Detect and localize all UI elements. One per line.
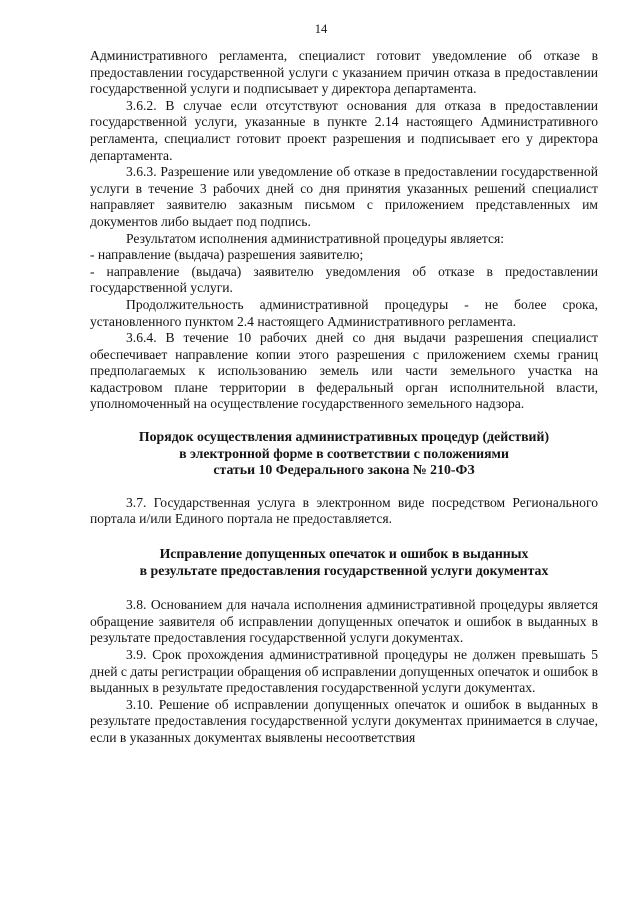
paragraph-3-7: 3.7. Государственная услуга в электронном виде посредством Регионального портала и/или Единого портала не предоставляется. <box>90 494 598 527</box>
heading-line: статьи 10 Федерального закона № 210-ФЗ <box>213 462 475 478</box>
paragraph-result-intro: Результатом исполнения административной процедуры является: <box>126 230 505 246</box>
heading-line: в электронной форме в соответствии с положениями <box>179 445 509 461</box>
paragraph-3-6-4: 3.6.4. В течение 10 рабочих дней со дня выдачи разрешения специалист обеспечивает направление копии этого разрешения с приложением схемы границ предполагаемых к использованию земель или части земельного участка на кадастровом плане территории в федеральный орган исполнительной власти, уполномоченный на осуществление государственного земельного надзора. <box>90 330 598 412</box>
paragraph-3-9: 3.9. Срок прохождения административной процедуры не должен превышать 5 дней с даты регистрации обращения об исправлении допущенных опечаток и ошибок в выданных в результате предоставления государственной услуги документах. <box>90 647 598 696</box>
list-item-permit-issue: - направление (выдача) разрешения заявителю; <box>90 247 364 263</box>
heading-line: Порядок осуществления административных процедур (действий) <box>138 429 550 445</box>
paragraph-3-6-2: 3.6.2. В случае если отсутствуют основания для отказа в предоставлении государственной услуги, указанные в пункте 2.14 настоящего Административного регламента, специалист готовит проект разрешения и подписывает его у директора департамента. <box>90 97 598 163</box>
list-item-refusal-issue: - направление (выдача) заявителю уведомления об отказе в предоставлении государственной услуги. <box>90 263 598 296</box>
paragraph-3-6-3: 3.6.3. Разрешение или уведомление об отказе в предоставлении государственной услуги в течение 3 рабочих дней со дня принятия указанных решений специалист направляет заявителю заказным письмом с приложением представленных им документов либо выдает под подпись. <box>90 164 598 229</box>
section-heading-error-correction <box>90 546 598 579</box>
heading-line: Исправление допущенных опечаток и ошибок в выданных <box>159 546 529 562</box>
paragraph-3-8: 3.8. Основанием для начала исполнения административной процедуры является обращение заявителя об исправлении допущенных опечаток и ошибок в выданных в результате предоставления государственной услуги документах. <box>90 597 598 646</box>
page-number: 14 <box>314 22 328 36</box>
heading-line: в результате предоставления государственной услуги документах <box>139 562 549 578</box>
paragraph-refusal-notice: Административного регламента, специалист готовит уведомление об отказе в предоставлении государственной услуги с указанием причин отказа в предоставлении государственной услуги и подписывает у директора департамента. <box>90 48 598 97</box>
section-heading-electronic-procedures <box>90 429 598 479</box>
paragraph-duration: Продолжительность административной процедуры - не более срока, установленного пунктом 2.4 настоящего Административного регламента. <box>90 296 598 329</box>
paragraph-3-10: 3.10. Решение об исправлении допущенных опечаток и ошибок в выданных в результате предоставления государственной услуги документах принимается в случае, если в указанных документах выявлены несоответствия <box>90 696 598 745</box>
